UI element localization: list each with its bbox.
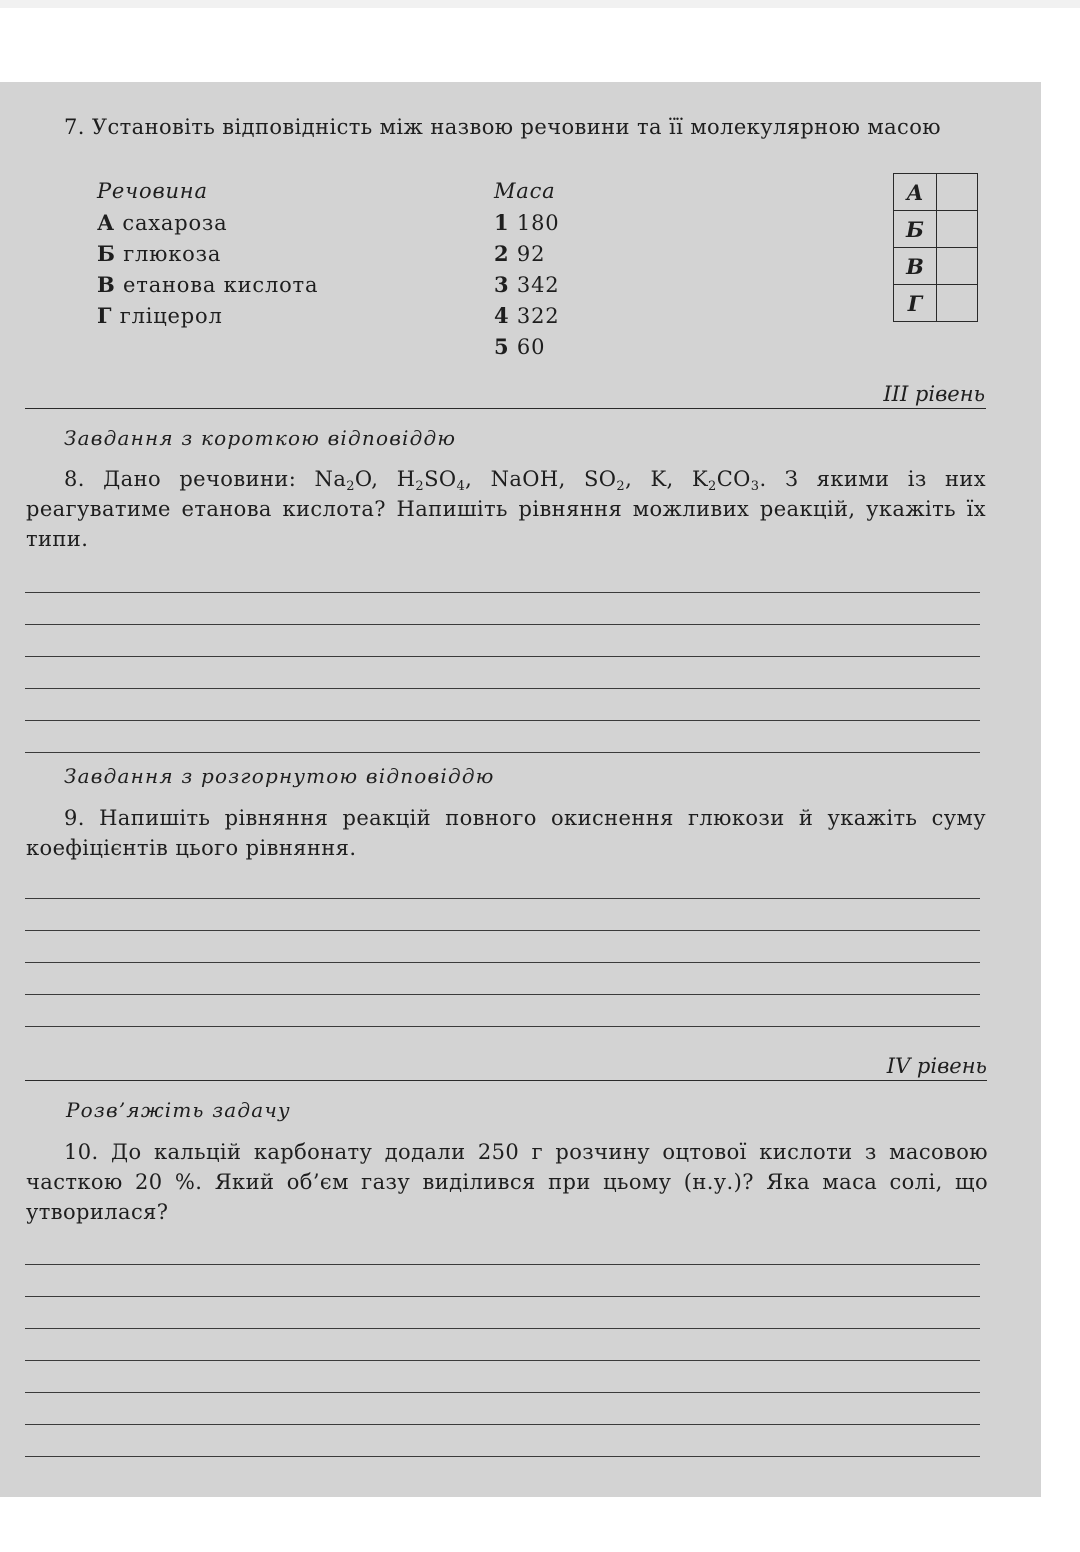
level-3-label: III рівень (883, 382, 985, 406)
question-8 (26, 464, 986, 554)
answer-line[interactable] (25, 962, 980, 963)
answer-row-label: А (894, 174, 937, 211)
mass-number: 1 (494, 210, 510, 235)
short-answer-title: Завдання з короткою відповіддю (64, 426, 457, 450)
answer-cell[interactable] (937, 285, 978, 322)
answer-row-label: Г (894, 285, 937, 322)
question-10 (26, 1137, 988, 1227)
mass-value: 342 (516, 273, 560, 297)
answer-line[interactable] (25, 592, 980, 593)
answer-line[interactable] (25, 930, 980, 931)
mass-column-header: Маса (494, 179, 556, 203)
question-7 (26, 112, 986, 142)
question-8-intro: Дано речовини: (103, 467, 297, 491)
answer-line[interactable] (25, 1328, 980, 1329)
answer-cell[interactable] (937, 174, 978, 211)
mass-item (494, 334, 545, 359)
answer-line[interactable] (25, 898, 980, 899)
answer-line[interactable] (25, 688, 980, 689)
top-strip (0, 0, 1080, 8)
answer-row-label: В (894, 248, 937, 285)
question-8-text: З якими із них реагуватиме етанова кислота? Напишіть рівняння можливих реакцій, укажіть їх типи. (26, 467, 987, 551)
substance-item (97, 272, 318, 297)
answer-line[interactable] (25, 624, 980, 625)
answer-line[interactable] (25, 1296, 980, 1297)
answer-line[interactable] (25, 752, 980, 753)
answer-cell[interactable] (937, 211, 978, 248)
question-7-text: Установіть відповідність між назвою речовини та її молекулярною масою (91, 115, 941, 139)
mass-number: 3 (494, 272, 510, 297)
level-4-divider (25, 1080, 987, 1081)
mass-item (494, 241, 545, 266)
mass-item (494, 210, 559, 235)
question-10-text: До кальцій карбонату додали 250 г розчину оцтової кислоти з масовою часткою 20 %. Який об’єм газу виділився при цьому (н.у.)? Яка маса солі, що утворилася? (26, 1140, 988, 1224)
mass-value: 180 (516, 211, 560, 235)
question-9-number: 9. (64, 806, 85, 830)
substance-name: етанова кислота (123, 273, 319, 297)
question-9-text: Напишіть рівняння реакцій повного окиснення глюкози й укажіть суму коефіцієнтів цього рівняння. (26, 806, 986, 860)
mass-number: 4 (494, 303, 510, 328)
substance-letter: Г (97, 303, 113, 328)
answer-row-label: Б (894, 211, 937, 248)
substance-letter: В (97, 272, 116, 297)
answer-line[interactable] (25, 720, 980, 721)
task-title: Розв’яжіть задачу (66, 1098, 291, 1122)
question-9 (26, 803, 986, 863)
answer-grid (893, 173, 978, 322)
mass-value: 92 (516, 242, 546, 266)
answer-line[interactable] (25, 1026, 980, 1027)
substance-name: сахароза (122, 211, 228, 235)
answer-line[interactable] (25, 1456, 980, 1457)
question-10-number: 10. (64, 1140, 99, 1164)
substance-item (97, 210, 228, 235)
substance-formulas: $Na_2O$, $H_2SO_4$, NaOH, $SO_2$, K, $K_2CO_3$. (314, 467, 767, 494)
level-3-divider (25, 408, 986, 409)
level-4-label: IV рівень (886, 1054, 987, 1078)
mass-number: 5 (494, 334, 510, 359)
substance-name: гліцерол (119, 304, 223, 328)
mass-item (494, 303, 559, 328)
substance-letter: А (97, 210, 115, 235)
mass-number: 2 (494, 241, 510, 266)
answer-line[interactable] (25, 1264, 980, 1265)
substance-item (97, 303, 223, 328)
mass-value: 322 (516, 304, 560, 328)
question-8-number: 8. (64, 467, 85, 491)
answer-cell[interactable] (937, 248, 978, 285)
answer-line[interactable] (25, 1392, 980, 1393)
substance-name: глюкоза (123, 242, 222, 266)
worksheet-page (0, 82, 1041, 1497)
answer-line[interactable] (25, 1424, 980, 1425)
substance-column-header: Речовина (97, 179, 208, 203)
substance-item (97, 241, 221, 266)
mass-value: 60 (516, 335, 546, 359)
answer-line[interactable] (25, 656, 980, 657)
answer-line[interactable] (25, 1360, 980, 1361)
long-answer-title: Завдання з розгорнутою відповіддю (64, 764, 495, 788)
question-7-number: 7. (64, 115, 85, 139)
answer-line[interactable] (25, 994, 980, 995)
substance-letter: Б (97, 241, 116, 266)
mass-item (494, 272, 559, 297)
